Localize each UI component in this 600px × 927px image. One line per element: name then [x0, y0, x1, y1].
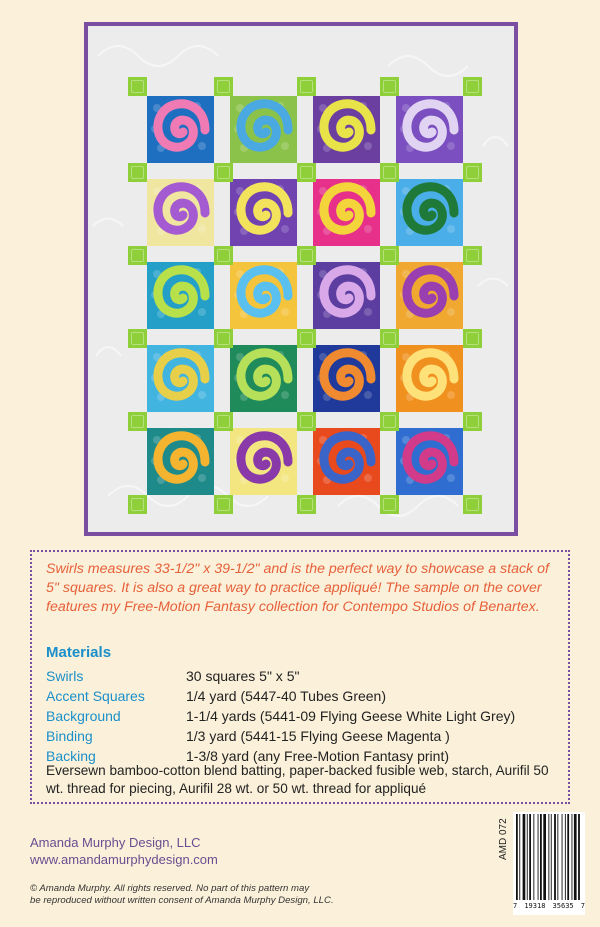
accent-square: [128, 163, 147, 182]
swirl-block: [396, 345, 463, 412]
accent-square: [463, 495, 482, 514]
barcode-bar: [533, 814, 534, 900]
barcode-bar: [578, 814, 580, 900]
material-label: Binding: [46, 728, 93, 744]
barcode-bar: [540, 814, 542, 900]
pattern-sku: AMD 072: [498, 818, 509, 860]
accent-square: [214, 329, 233, 348]
swirl-block: [313, 262, 380, 329]
swirl-block: [147, 345, 214, 412]
materials-title: Materials: [46, 644, 112, 661]
swirl-block: [230, 96, 297, 163]
swirl-block: [396, 179, 463, 246]
accent-square: [463, 246, 482, 265]
copyright-notice: [30, 883, 334, 907]
accent-square: [128, 495, 147, 514]
accent-square: [297, 495, 316, 514]
barcode-bar: [567, 814, 569, 900]
swirl-motif: [313, 262, 380, 329]
accent-square: [380, 246, 399, 265]
company-info: [30, 834, 218, 868]
barcode-digit-group: 19318: [524, 902, 546, 910]
accent-square: [297, 329, 316, 348]
accent-square: [380, 77, 399, 96]
swirl-block: [230, 262, 297, 329]
company-website[interactable]: www.amandamurphydesign.com: [30, 852, 218, 867]
supplies-notes: Eversewn bamboo-cotton blend batting, paper-backed fusible web, starch, Aurifil 50 wt. thread for piecing, Aurifil 28 wt. or 50 wt. thread for appliqué: [46, 763, 549, 796]
quilt-background: [88, 26, 514, 532]
accent-square: [463, 163, 482, 182]
quilt-image: [84, 22, 518, 536]
pattern-intro: Swirls measures 33-1/2" x 39-1/2" and is the perfect way to showcase a stack of 5" squares. It is also a great way to practice appliqué! The sample on the cover features my Free-Motion Fantasy collection for Contempo Studios of Benartex.: [46, 561, 549, 615]
barcode-bar: [527, 814, 528, 900]
barcode-digit-group: 35635: [552, 902, 574, 910]
swirl-block: [396, 262, 463, 329]
swirl-motif: [230, 428, 297, 495]
swirl-motif: [230, 96, 297, 163]
barcode-bar: [554, 814, 556, 900]
material-value: 1/3 yard (5441-15 Flying Geese Magenta ): [186, 728, 450, 744]
barcode-bar: [538, 814, 539, 900]
swirl-motif: [313, 345, 380, 412]
swirl-block: [230, 428, 297, 495]
swirl-motif: [230, 345, 297, 412]
material-label: Swirls: [46, 668, 84, 684]
accent-square: [297, 412, 316, 431]
accent-square: [128, 246, 147, 265]
barcode-bar: [562, 814, 563, 900]
accent-square: [297, 77, 316, 96]
barcode-bar: [543, 814, 546, 900]
barcode-bar: [523, 814, 526, 900]
accent-square: [463, 329, 482, 348]
swirl-motif: [396, 96, 463, 163]
barcode-digits: [513, 902, 585, 914]
swirl-block: [230, 179, 297, 246]
material-value: 1-1/4 yards (5441-09 Flying Geese White Light Grey): [186, 708, 516, 724]
swirl-block: [230, 345, 297, 412]
swirl-block: [147, 96, 214, 163]
material-label: Backing: [46, 748, 96, 764]
swirl-motif: [313, 96, 380, 163]
copyright-line-2: be reproduced without written consent of Amanda Murphy Design, LLC.: [30, 895, 334, 906]
company-name: Amanda Murphy Design, LLC: [30, 835, 201, 850]
barcode-bar: [557, 814, 558, 900]
accent-square: [214, 163, 233, 182]
barcode-bar: [565, 814, 566, 900]
swirl-motif: [230, 179, 297, 246]
material-label: Accent Squares: [46, 688, 145, 704]
swirl-motif: [396, 179, 463, 246]
barcode-digit-group: 7: [513, 902, 518, 910]
barcode-bar: [574, 814, 577, 900]
accent-square: [297, 246, 316, 265]
swirl-motif: [147, 179, 214, 246]
swirl-block: [313, 345, 380, 412]
barcode-digit-group: 7: [580, 902, 585, 910]
accent-square: [380, 329, 399, 348]
copyright-line-1: © Amanda Murphy. All rights reserved. No part of this pattern may: [30, 883, 310, 894]
barcode-bar: [551, 814, 552, 900]
accent-square: [128, 412, 147, 431]
swirl-block: [313, 96, 380, 163]
accent-square: [463, 412, 482, 431]
accent-square: [380, 495, 399, 514]
swirl-motif: [313, 179, 380, 246]
pattern-info-box: [30, 550, 570, 804]
barcode-bar: [572, 814, 573, 900]
swirl-block: [147, 262, 214, 329]
accent-square: [380, 163, 399, 182]
swirl-block: [396, 428, 463, 495]
swirl-motif: [147, 428, 214, 495]
accent-square: [214, 495, 233, 514]
swirl-motif: [396, 262, 463, 329]
accent-square: [214, 246, 233, 265]
accent-square: [128, 77, 147, 96]
swirl-block: [396, 96, 463, 163]
material-label: Background: [46, 708, 121, 724]
swirl-motif: [230, 262, 297, 329]
material-value: 30 squares 5" x 5": [186, 668, 300, 684]
swirl-block: [313, 428, 380, 495]
swirl-motif: [396, 428, 463, 495]
swirl-motif: [313, 428, 380, 495]
material-value: 1-3/8 yard (any Free-Motion Fantasy print): [186, 748, 449, 764]
barcode: [513, 812, 585, 915]
accent-square: [128, 329, 147, 348]
swirl-motif: [147, 345, 214, 412]
material-value: 1/4 yard (5447-40 Tubes Green): [186, 688, 387, 704]
swirl-motif: [147, 262, 214, 329]
swirl-block: [313, 179, 380, 246]
swirl-block: [147, 428, 214, 495]
barcode-bars: [513, 812, 585, 902]
accent-square: [380, 412, 399, 431]
swirl-block: [147, 179, 214, 246]
barcode-bar: [529, 814, 531, 900]
barcode-bar: [516, 814, 518, 900]
accent-square: [297, 163, 316, 182]
accent-square: [214, 77, 233, 96]
accent-square: [463, 77, 482, 96]
barcode-bar: [548, 814, 549, 900]
swirl-motif: [147, 96, 214, 163]
barcode-bar: [519, 814, 520, 900]
accent-square: [214, 412, 233, 431]
swirl-motif: [396, 345, 463, 412]
